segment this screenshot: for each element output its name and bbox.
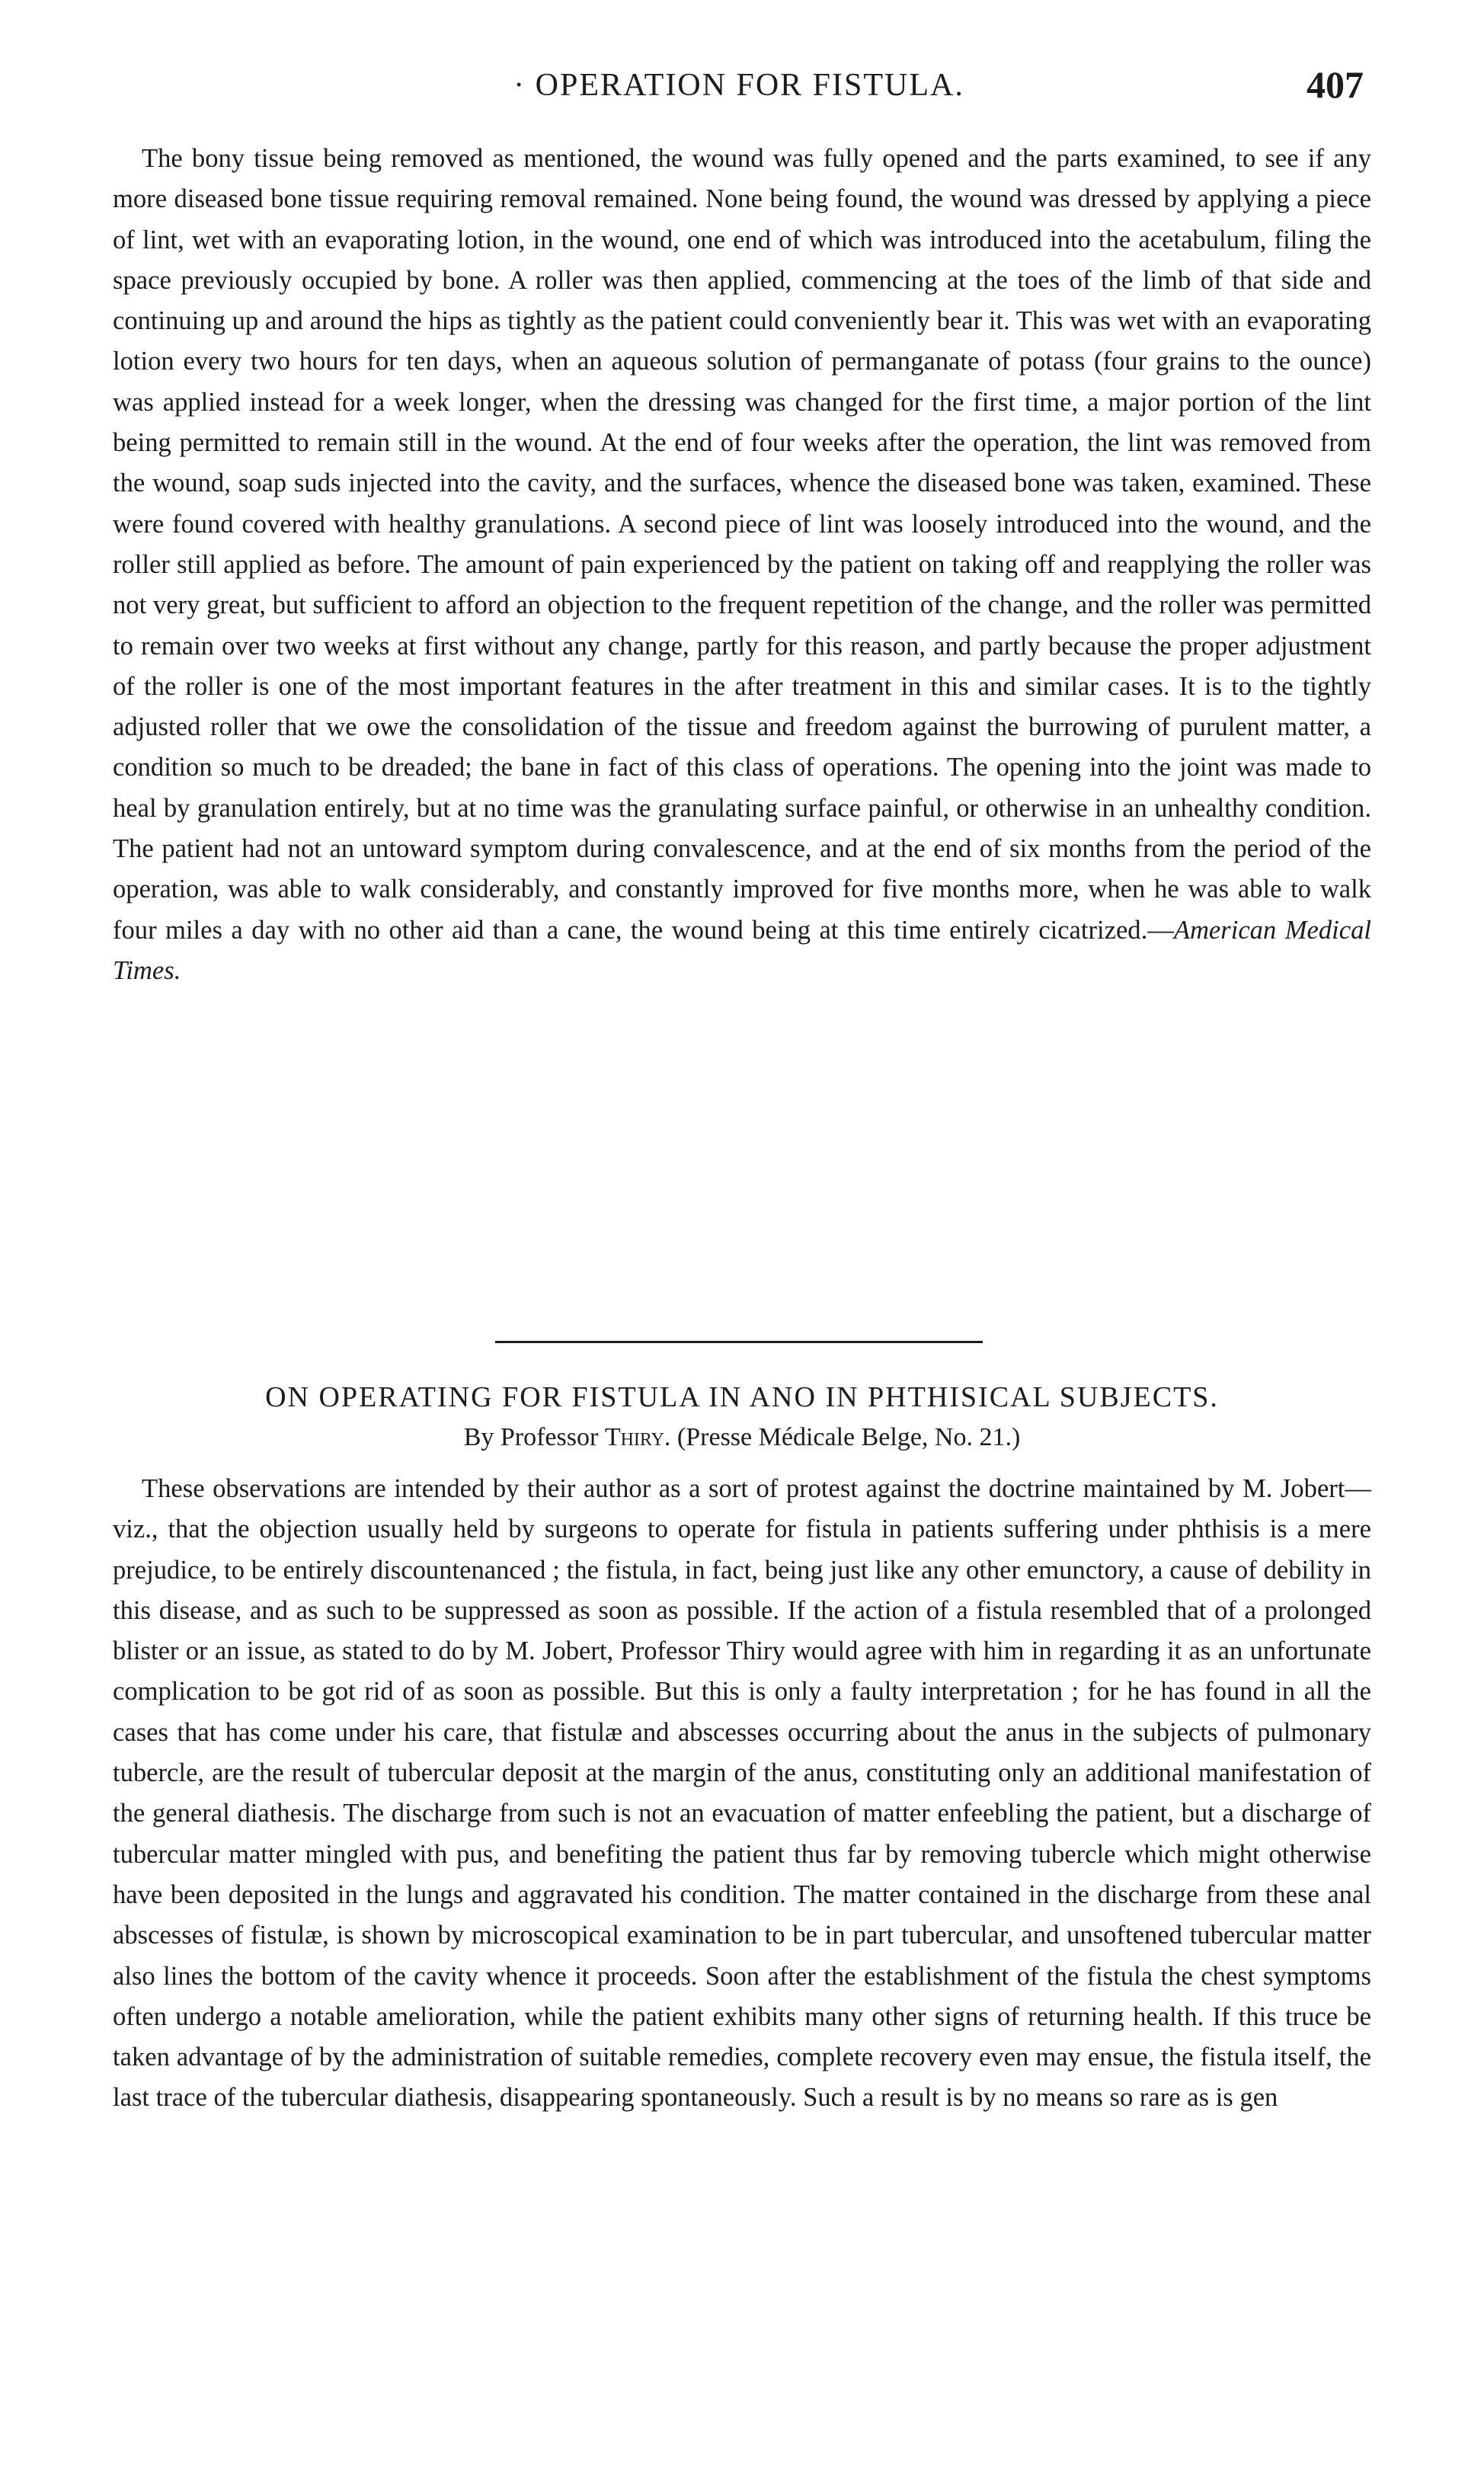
case-report-continuation <box>113 139 1371 991</box>
byline-prefix: By Professor <box>463 1423 599 1451</box>
citation: (Presse Médicale Belge, No. 21.) <box>676 1423 1021 1451</box>
body-paragraph <box>113 139 1371 991</box>
running-title: · OPERATION FOR FISTULA. <box>513 68 964 103</box>
paragraph-text: The bony tissue being removed as mentioned, the wound was fully opened and the parts examined, to see if any more diseased bone tissue requiring removal remained. None being found, the wound was dressed by applying a piece of lint, wet with an evaporating lotion, in the wound, one end of which was introduced into the acetabulum, filing the space previously occupied by bone. A roller was then applied, commencing at the toes of the limb of that side and continuing up and around the hips as tightly as the patient could conveniently bear it. This was wet with an evaporating lotion every two hours for ten days, when an aqueous solution of permanganate of potass (four grains to the ounce) was applied instead for a week longer, when the dressing was changed for the first time, a major portion of the lint being permitted to remain still in the wound. At the end of four weeks after the operation, the lint was removed from the wound, soap suds injected into the cavity, and the surfaces, whence the diseased bone was taken, examined. These were found covered with healthy granulations. A second piece of lint was loosely introduced into the wound, and the roller still applied as before. The amount of pain experienced by the patient on taking off and reapplying the roller was not very great, but sufficient to afford an objection to the frequent repetition of the change, and the roller was permitted to remain over two weeks at first without any change, partly for this reason, and partly because the proper adjustment of the roller is one of the most important features in the after treatment in this and similar cases. It is to the tightly adjusted roller that we owe the consolidation of the tissue and freedom against the burrowing of purulent matter, a condition so much to be dreaded; the bane in fact of this class of operations. The opening into the joint was made to heal by granulation entirely, but at no time was the granulating surface painful, or otherwise in an unhealthy condition. The patient had not an untoward symptom during convalescence, and at the end of six months from the period of the operation, was able to walk considerably, and constantly improved for five months more, when he was able to walk four miles a day with no other aid than a cane, the wound being at this time entirely cicatrized.— <box>113 144 1371 945</box>
page-number: 407 <box>1306 63 1364 106</box>
author-name: Thiry. <box>604 1423 671 1451</box>
body-paragraph: These observations are intended by their author as a sort of protest against the doctrine maintained by M. Jobert—viz., that the objection usually held by surgeons to operate for fistula in patients suffering under phthisis is a mere prejudice, to be entirely discountenanced ; the fistula, in fact, being just like any other emunctory, a cause of debility in this disease, and as such to be suppressed as soon as possible. If the action of a fistula resembled that of a prolonged blister or an issue, as stated to do by M. Jobert, Professor Thiry would agree with him in regarding it as an unfortunate complication to be got rid of as soon as possible. But this is only a faulty interpretation ; for he has found in all the cases that has come under his care, that fistulæ and abscesses occurring about the anus in the subjects of pulmonary tubercle, are the result of tubercular deposit at the margin of the anus, constituting only an additional manifestation of the general diathesis. The discharge from such is not an evacuation of matter enfeebling the patient, but a discharge of tubercular matter mingled with pus, and benefiting the patient thus far by removing tubercle which might otherwise have been deposited in the lungs and aggravated his condition. The matter contained in the discharge from these anal abscesses of fistulæ, is shown by microscopical examination to be in part tubercular, and unsoftened tubercular matter also lines the bottom of the cavity whence it proceeds. Soon after the establishment of the fistula the chest symptoms often undergo a notable amelioration, while the patient exhibits many other signs of returning health. If this truce be taken advantage of by the administration of suitable remedies, complete recovery even may ensue, the fistula itself, the last trace of the tubercular diathesis, disappearing spontaneously. Such a result is by no means so rare as is gen <box>113 1474 1371 2113</box>
article-body <box>113 1469 1371 2119</box>
section-divider <box>495 1341 983 1343</box>
source-journal: American Medical Times. <box>113 915 1371 985</box>
article-title: ON OPERATING FOR FISTULA IN ANO IN PHTHISICAL SUBJECTS. <box>265 1381 1219 1413</box>
running-head <box>107 62 1371 116</box>
byline <box>113 1423 1371 1452</box>
